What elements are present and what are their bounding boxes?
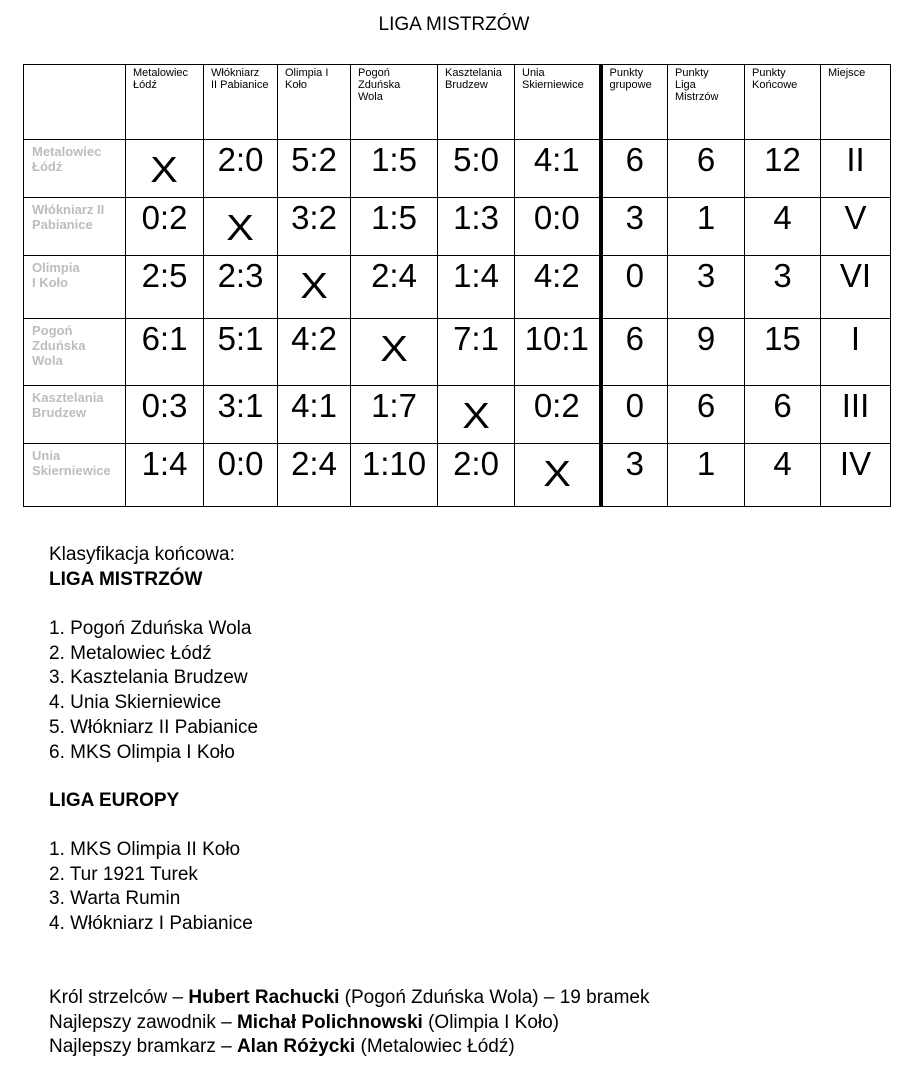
list-item: 2. Metalowiec Łódź bbox=[49, 642, 212, 664]
score-cell bbox=[438, 256, 515, 319]
table-row bbox=[24, 256, 891, 319]
column-header-line: Kasztelania bbox=[445, 67, 502, 79]
award-prefix: Król strzelców – bbox=[49, 987, 189, 1008]
score-cell bbox=[204, 198, 278, 256]
cell-value: 9 bbox=[696, 320, 716, 357]
cell-value: 0:0 bbox=[217, 445, 264, 482]
score-cell bbox=[278, 256, 351, 319]
score-cell bbox=[204, 256, 278, 319]
cell-value: 1:5 bbox=[371, 141, 417, 178]
cell-value: 4:1 bbox=[291, 387, 337, 424]
team-name-line: Skierniewice bbox=[32, 463, 111, 478]
score-cell bbox=[515, 386, 601, 444]
list-item: 3. Warta Rumin bbox=[49, 888, 181, 910]
column-header bbox=[351, 65, 438, 140]
team-name-cell bbox=[24, 256, 126, 319]
team-name-line: Kasztelania bbox=[32, 390, 104, 405]
cell-value: 6 bbox=[696, 141, 716, 178]
points-cell bbox=[821, 444, 891, 507]
score-cell bbox=[126, 444, 204, 507]
score-cell bbox=[204, 444, 278, 507]
cell-value: 0 bbox=[625, 257, 644, 294]
cell-value: 0:0 bbox=[533, 199, 580, 236]
cell-value: 4:2 bbox=[291, 320, 337, 357]
column-header bbox=[821, 65, 891, 140]
points-cell bbox=[745, 140, 821, 198]
lm-title: LIGA MISTRZÓW bbox=[49, 568, 203, 590]
points-cell bbox=[821, 386, 891, 444]
list-item: 3. Kasztelania Brudzew bbox=[49, 667, 248, 689]
list-item: 1. Pogoń Zduńska Wola bbox=[49, 618, 252, 639]
cell-value: 3 bbox=[773, 257, 792, 294]
points-cell bbox=[745, 386, 821, 444]
points-cell bbox=[668, 256, 745, 319]
points-cell bbox=[821, 256, 891, 319]
points-cell bbox=[601, 444, 668, 507]
score-cell bbox=[278, 198, 351, 256]
award-line bbox=[49, 1011, 650, 1036]
cell-value: 2:3 bbox=[217, 257, 264, 294]
column-header-line: Punkty bbox=[675, 67, 709, 79]
page-title: LIGA MISTRZÓW bbox=[378, 14, 530, 35]
column-header-line: Pogoń bbox=[358, 67, 390, 79]
team-name-line: Łódź bbox=[32, 159, 63, 174]
final-classification bbox=[49, 543, 235, 592]
column-header-line: Włókniarz bbox=[211, 67, 260, 79]
self-match-mark: X bbox=[226, 207, 255, 248]
column-header-line: Wola bbox=[358, 91, 383, 103]
score-cell bbox=[515, 198, 601, 256]
list-item: 1. MKS Olimpia II Koło bbox=[49, 839, 241, 860]
cell-value: 3 bbox=[696, 257, 716, 294]
column-header-line: Unia bbox=[522, 67, 545, 79]
column-header bbox=[126, 65, 204, 140]
score-cell bbox=[351, 198, 438, 256]
points-cell bbox=[821, 319, 891, 386]
score-cell bbox=[438, 198, 515, 256]
cell-value: I bbox=[850, 320, 861, 357]
column-header bbox=[515, 65, 601, 140]
score-cell bbox=[278, 319, 351, 386]
cell-value: 12 bbox=[764, 141, 801, 178]
score-cell bbox=[438, 444, 515, 507]
column-header-line: Łódź bbox=[133, 79, 157, 91]
award-suffix: (Olimpia I Koło) bbox=[422, 1011, 560, 1033]
column-header bbox=[668, 65, 745, 140]
header-row bbox=[24, 65, 891, 140]
score-cell bbox=[126, 198, 204, 256]
score-cell bbox=[515, 256, 601, 319]
cell-value: V bbox=[844, 199, 867, 236]
cell-value: 2:0 bbox=[217, 141, 264, 178]
table-row bbox=[24, 386, 891, 444]
cell-value: II bbox=[846, 141, 865, 178]
results-table bbox=[23, 64, 891, 507]
list-item: 4. Unia Skierniewice bbox=[49, 692, 222, 714]
column-header bbox=[438, 65, 515, 140]
team-name-line: Zduńska bbox=[32, 338, 86, 353]
column-header-line: Punkty bbox=[609, 67, 644, 79]
score-cell bbox=[126, 140, 204, 198]
team-name-line: Metalowiec bbox=[32, 144, 102, 159]
team-name-line: I Koło bbox=[32, 275, 69, 290]
cell-value: 2:4 bbox=[371, 257, 417, 294]
list-item: 5. Włókniarz II Pabianice bbox=[49, 716, 259, 738]
points-cell bbox=[601, 319, 668, 386]
score-cell bbox=[351, 256, 438, 319]
points-cell bbox=[821, 198, 891, 256]
column-header-line: Punkty bbox=[752, 67, 786, 79]
self-match-mark: X bbox=[380, 328, 408, 369]
score-cell bbox=[515, 140, 601, 198]
cell-value: 0 bbox=[625, 387, 644, 424]
cell-value: 4:2 bbox=[533, 257, 580, 294]
award-suffix: (Pogoń Zduńska Wola) – 19 bramek bbox=[339, 987, 650, 1008]
score-cell bbox=[351, 444, 438, 507]
cell-value: 1:3 bbox=[453, 199, 499, 236]
points-cell bbox=[745, 444, 821, 507]
points-cell bbox=[821, 140, 891, 198]
lm-ranking-list bbox=[49, 617, 258, 765]
score-cell bbox=[126, 319, 204, 386]
column-header-line: Metalowiec bbox=[133, 67, 189, 79]
table-row bbox=[24, 198, 891, 256]
score-cell bbox=[204, 386, 278, 444]
column-header-line: Liga bbox=[675, 79, 696, 91]
score-cell bbox=[351, 319, 438, 386]
team-name-line: Olimpia bbox=[32, 260, 80, 275]
column-header-line: Koło bbox=[285, 79, 308, 91]
team-name-cell bbox=[24, 386, 126, 444]
team-name-cell bbox=[24, 198, 126, 256]
column-header-line: Miejsce bbox=[828, 67, 866, 79]
award-name: Alan Różycki bbox=[236, 1036, 356, 1058]
self-match-mark: X bbox=[300, 265, 328, 306]
score-cell bbox=[278, 444, 351, 507]
score-cell bbox=[515, 319, 601, 386]
points-cell bbox=[668, 319, 745, 386]
points-cell bbox=[601, 140, 668, 198]
cell-value: 2:4 bbox=[291, 445, 337, 482]
score-cell bbox=[204, 319, 278, 386]
cell-value: 6 bbox=[625, 141, 644, 178]
points-cell bbox=[745, 256, 821, 319]
cell-value: 1:7 bbox=[371, 387, 417, 424]
column-header-line: grupowe bbox=[609, 79, 652, 91]
team-name-line: Wola bbox=[32, 353, 63, 368]
cell-value: 6 bbox=[773, 387, 792, 424]
cell-value: 6 bbox=[696, 387, 716, 424]
cell-value: III bbox=[841, 387, 870, 424]
le-title: LIGA EUROPY bbox=[49, 790, 180, 811]
column-header bbox=[278, 65, 351, 140]
score-cell bbox=[126, 256, 204, 319]
cell-value: 3 bbox=[625, 445, 644, 482]
column-header bbox=[601, 65, 668, 140]
cell-value: 0:2 bbox=[141, 199, 188, 236]
table-row bbox=[24, 140, 891, 198]
cell-value: 5:2 bbox=[291, 141, 337, 178]
awards-list bbox=[49, 986, 650, 1060]
cell-value: VI bbox=[839, 257, 872, 294]
award-suffix: (Metalowiec Łódź) bbox=[355, 1036, 515, 1058]
cell-value: IV bbox=[839, 445, 872, 482]
score-cell bbox=[126, 386, 204, 444]
award-name: Hubert Rachucki bbox=[188, 987, 340, 1008]
score-cell bbox=[351, 140, 438, 198]
cell-value: 3:2 bbox=[291, 199, 337, 236]
team-name-line: Unia bbox=[32, 448, 61, 463]
cell-value: 0:2 bbox=[533, 387, 580, 424]
cell-value: 5:0 bbox=[453, 141, 499, 178]
points-cell bbox=[668, 140, 745, 198]
points-cell bbox=[745, 319, 821, 386]
score-cell bbox=[438, 319, 515, 386]
column-header-line: II Pabianice bbox=[211, 79, 269, 91]
award-line bbox=[49, 1035, 650, 1060]
cell-value: 4:1 bbox=[533, 141, 580, 178]
score-cell bbox=[351, 386, 438, 444]
team-name-line: Włókniarz II bbox=[32, 202, 105, 217]
score-cell bbox=[278, 386, 351, 444]
points-cell bbox=[668, 444, 745, 507]
award-name: Michał Polichnowski bbox=[236, 1011, 423, 1033]
list-item: 2. Tur 1921 Turek bbox=[49, 863, 198, 885]
cell-value: 6:1 bbox=[141, 320, 188, 357]
cell-value: 0:3 bbox=[141, 387, 188, 424]
team-name-cell bbox=[24, 444, 126, 507]
self-match-mark: X bbox=[542, 453, 571, 494]
column-header-line: Brudzew bbox=[445, 79, 488, 91]
self-match-mark: X bbox=[462, 395, 490, 436]
self-match-mark: X bbox=[150, 149, 179, 190]
corner-cell bbox=[24, 65, 126, 140]
column-header-line: Skierniewice bbox=[522, 79, 584, 91]
points-cell bbox=[601, 256, 668, 319]
points-cell bbox=[668, 198, 745, 256]
column-header-line: Mistrzów bbox=[675, 91, 719, 103]
team-name-line: Pogoń bbox=[32, 323, 73, 338]
column-header bbox=[204, 65, 278, 140]
team-name-cell bbox=[24, 319, 126, 386]
cell-value: 1 bbox=[696, 445, 716, 482]
award-prefix: Najlepszy zawodnik – bbox=[49, 1011, 237, 1033]
score-cell bbox=[204, 140, 278, 198]
list-item: 6. MKS Olimpia I Koło bbox=[49, 741, 235, 763]
le-ranking-list bbox=[49, 838, 253, 937]
points-cell bbox=[601, 386, 668, 444]
team-name-line: Brudzew bbox=[32, 405, 87, 420]
cell-value: 1:10 bbox=[361, 445, 427, 482]
score-cell bbox=[515, 444, 601, 507]
points-cell bbox=[668, 386, 745, 444]
cell-value: 10:1 bbox=[524, 320, 589, 357]
points-cell bbox=[601, 198, 668, 256]
award-prefix: Najlepszy bramkarz – bbox=[49, 1036, 237, 1058]
cell-value: 5:1 bbox=[217, 320, 264, 357]
cell-value: 1:5 bbox=[371, 199, 417, 236]
cell-value: 6 bbox=[625, 320, 644, 357]
score-cell bbox=[438, 386, 515, 444]
classification-heading: Klasyfikacja końcowa: bbox=[49, 544, 235, 565]
cell-value: 3:1 bbox=[217, 387, 264, 424]
cell-value: 1:4 bbox=[453, 257, 499, 294]
table-row bbox=[24, 319, 891, 386]
cell-value: 2:5 bbox=[141, 257, 188, 294]
cell-value: 1:4 bbox=[141, 445, 188, 482]
cell-value: 15 bbox=[764, 320, 801, 357]
award-line bbox=[49, 986, 650, 1011]
column-header bbox=[745, 65, 821, 140]
column-header-line: Olimpia I bbox=[285, 67, 329, 79]
cell-value: 7:1 bbox=[453, 320, 499, 357]
score-cell bbox=[278, 140, 351, 198]
cell-value: 4 bbox=[773, 445, 792, 482]
cell-value: 3 bbox=[625, 199, 644, 236]
column-header-line: Zduńska bbox=[358, 79, 401, 91]
cell-value: 2:0 bbox=[453, 445, 499, 482]
table-row bbox=[24, 444, 891, 507]
cell-value: 1 bbox=[696, 199, 716, 236]
team-name-line: Pabianice bbox=[32, 217, 93, 232]
list-item: 4. Włókniarz I Pabianice bbox=[49, 913, 253, 935]
column-header-line: Końcowe bbox=[752, 79, 798, 91]
team-name-cell bbox=[24, 140, 126, 198]
cell-value: 4 bbox=[773, 199, 792, 236]
score-cell bbox=[438, 140, 515, 198]
points-cell bbox=[745, 198, 821, 256]
